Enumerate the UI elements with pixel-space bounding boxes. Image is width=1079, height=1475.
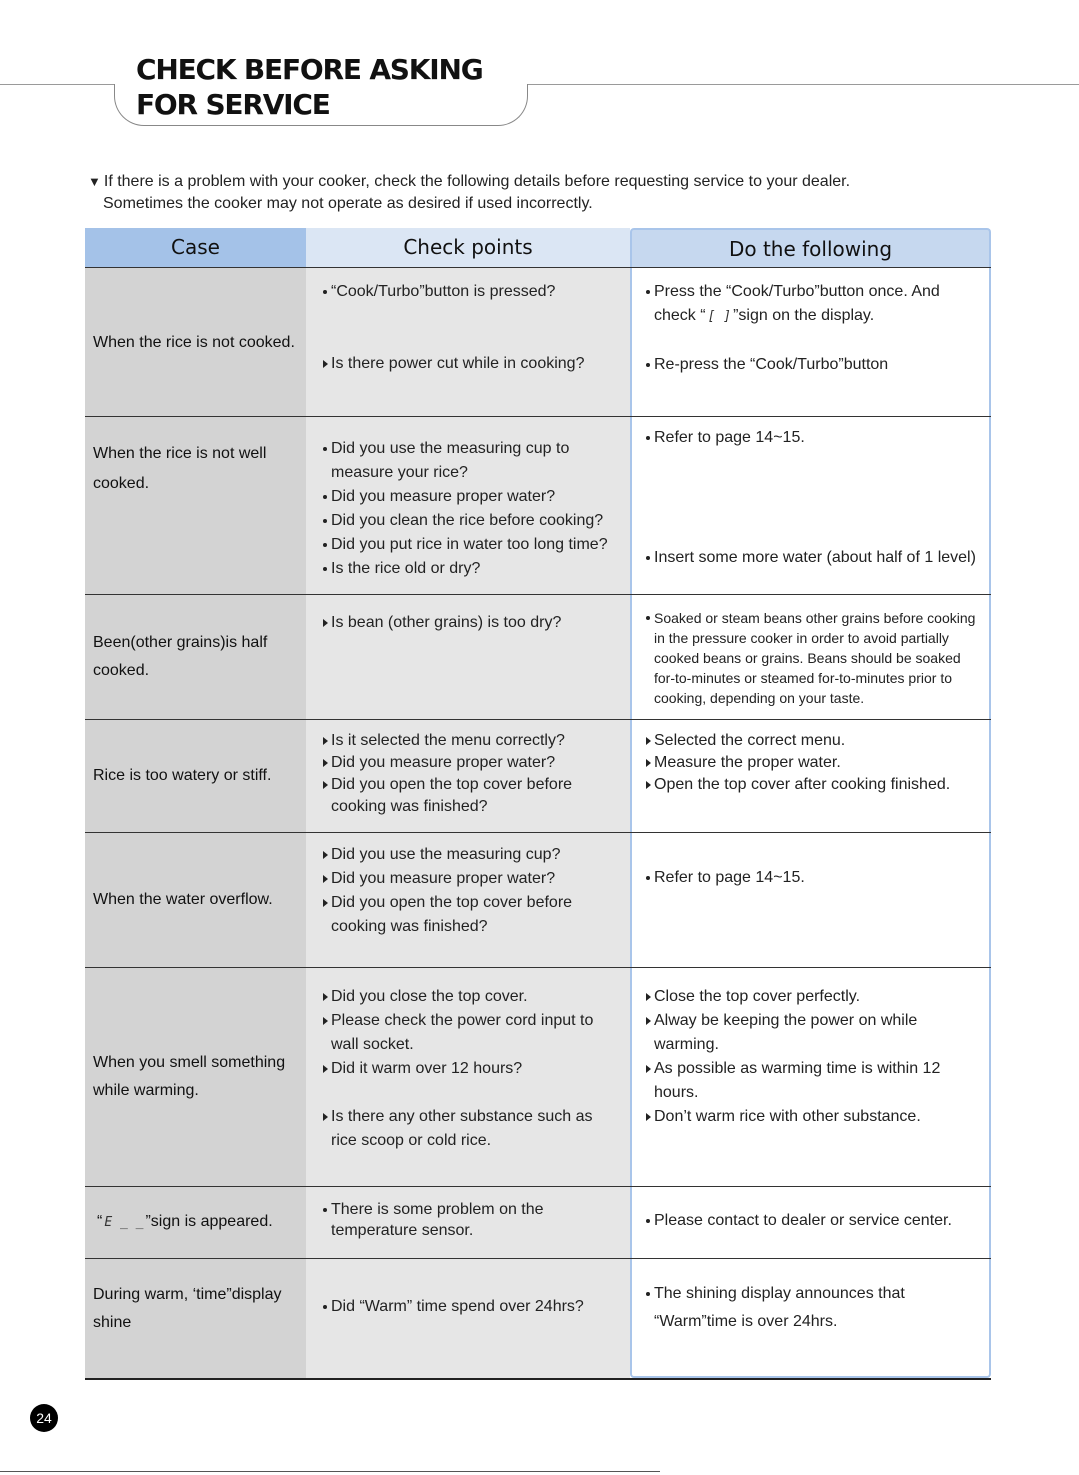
- do-cell: [630, 417, 991, 594]
- triangle-bullet-icon: [646, 1065, 651, 1073]
- check-item: Is bean (other grains) is too dry?: [323, 611, 624, 635]
- do-item: Selected the correct menu.: [646, 730, 981, 752]
- bullet-icon: [323, 543, 327, 547]
- do-item: Close the top cover perfectly.: [646, 985, 981, 1009]
- table-header: [85, 228, 991, 267]
- check-item: Is there power cut while in cooking?: [323, 352, 624, 376]
- check-cell: [306, 268, 630, 416]
- bullet-icon: [646, 1219, 650, 1223]
- check-item: Did you measure proper water?: [323, 867, 624, 891]
- do-cell: [630, 720, 991, 832]
- do-item: The shining display announces that “Warm”time is over 24hrs.: [646, 1280, 981, 1336]
- do-cell: [630, 268, 991, 416]
- check-item: Did you measure proper water?: [323, 752, 624, 774]
- do-item: Alway be keeping the power on while warming.: [646, 1009, 944, 1057]
- check-item: Did it warm over 12 hours?: [323, 1057, 624, 1081]
- check-item: Did you clean the rice before cooking?: [323, 509, 624, 533]
- case-text: Rice is too watery or stiff.: [93, 767, 272, 784]
- check-item: Is the rice old or dry?: [323, 557, 624, 581]
- bullet-icon: [646, 436, 650, 440]
- down-triangle-icon: ▼: [88, 174, 101, 189]
- check-cell: [306, 720, 630, 832]
- table-row: [85, 267, 991, 416]
- case-text: When the rice is not well cooked.: [93, 445, 267, 492]
- triangle-bullet-icon: [323, 993, 328, 1001]
- table-row: [85, 1186, 991, 1258]
- triangle-bullet-icon: [323, 737, 328, 745]
- table-row: [85, 719, 991, 832]
- title-line-2: FOR SERVICE: [136, 88, 330, 121]
- triangle-bullet-icon: [323, 1017, 328, 1025]
- check-item: “Cook/Turbo”button is pressed?: [323, 280, 624, 304]
- check-item: Is there any other substance such as rice scoop or cold rice.: [323, 1105, 616, 1153]
- intro-line-1: If there is a problem with your cooker, check the following details before requesting service to your dealer.: [103, 173, 851, 190]
- bullet-icon: [646, 363, 650, 367]
- case-cell: [85, 268, 306, 416]
- case-cell: [85, 1259, 306, 1378]
- do-item: Soaked or steam beans other grains before cooking in the pressure cooker in order to avoid partially cooked beans or grains. Beans should be soaked for-to-minutes or steamed for-to-minutes prior to cooking, depending on your taste.: [646, 608, 981, 708]
- do-item: Re-press the “Cook/Turbo”button: [646, 353, 981, 377]
- case-cell: [85, 595, 306, 719]
- do-item: Refer to page 14~15.: [646, 426, 981, 450]
- triangle-bullet-icon: [323, 759, 328, 767]
- triangle-bullet-icon: [323, 875, 328, 883]
- check-item: Did you put rice in water too long time?: [323, 533, 624, 557]
- triangle-bullet-icon: [323, 781, 328, 789]
- do-item: Measure the proper water.: [646, 752, 981, 774]
- case-text: When the rice is not cooked.: [93, 334, 295, 351]
- check-item: Did you use the measuring cup?: [323, 843, 624, 867]
- do-item: Don’t warm rice with other substance.: [646, 1105, 981, 1129]
- check-item: Did “Warm” time spend over 24hrs?: [323, 1295, 624, 1319]
- bullet-icon: [323, 567, 327, 571]
- do-item: Please contact to dealer or service center.: [646, 1209, 981, 1233]
- triangle-bullet-icon: [646, 993, 651, 1001]
- check-item: There is some problem on the temperature sensor.: [323, 1199, 581, 1241]
- check-cell: [306, 968, 630, 1186]
- check-item: Is it selected the menu correctly?: [323, 730, 624, 752]
- check-item: Did you open the top cover before cooking was finished?: [323, 891, 591, 939]
- intro-text: [88, 171, 988, 215]
- do-cell: [630, 1259, 991, 1378]
- bullet-icon: [323, 447, 327, 451]
- check-cell: [306, 595, 630, 719]
- check-cell: [306, 1259, 630, 1378]
- triangle-bullet-icon: [646, 737, 651, 745]
- triangle-bullet-icon: [646, 759, 651, 767]
- triangle-bullet-icon: [323, 1065, 328, 1073]
- do-cell: [630, 833, 991, 967]
- triangle-bullet-icon: [646, 781, 651, 789]
- check-cell: [306, 417, 630, 594]
- triangle-bullet-icon: [323, 619, 328, 627]
- table-row: [85, 1258, 991, 1380]
- case-cell: [85, 1187, 306, 1258]
- bullet-icon: [323, 1305, 327, 1309]
- check-item: Did you close the top cover.: [323, 985, 624, 1009]
- case-text: “ E _ _ ”sign is appeared.: [97, 1208, 273, 1237]
- triangle-bullet-icon: [323, 851, 328, 859]
- triangle-bullet-icon: [323, 899, 328, 907]
- do-item: Refer to page 14~15.: [646, 866, 981, 890]
- page-number-badge: 24: [30, 1404, 58, 1432]
- case-cell: [85, 720, 306, 832]
- do-cell: [630, 968, 991, 1186]
- case-text: Been(other grains)is half cooked.: [93, 634, 268, 679]
- triangle-bullet-icon: [323, 360, 328, 368]
- error-code-display-icon: E _ _: [104, 1215, 144, 1230]
- table-row: [85, 967, 991, 1186]
- triangle-bullet-icon: [646, 1113, 651, 1121]
- table-row: [85, 416, 991, 594]
- case-text: During warm, ‘time”display shine: [93, 1286, 282, 1331]
- do-cell: [630, 1187, 991, 1258]
- bullet-icon: [323, 1208, 327, 1212]
- check-item: Did you open the top cover before cooking was finished?: [323, 774, 591, 818]
- case-cell: [85, 968, 306, 1186]
- table-row: [85, 594, 991, 719]
- case-text: When the water overflow.: [93, 891, 273, 908]
- do-item: Press the “Cook/Turbo”button once. And check “ [ ] ”sign on the display.: [646, 280, 981, 329]
- do-item: As possible as warming time is within 12 hours.: [646, 1057, 954, 1105]
- page-title: [136, 52, 483, 122]
- bullet-icon: [323, 290, 327, 294]
- title-line-1: CHECK BEFORE ASKING: [136, 53, 483, 86]
- bullet-icon: [646, 876, 650, 880]
- intro-line-2: Sometimes the cooker may not operate as desired if used incorrectly.: [103, 195, 593, 212]
- segment-display-icon: [ ]: [707, 309, 732, 324]
- bullet-icon: [323, 519, 327, 523]
- case-cell: [85, 833, 306, 967]
- check-item: Please check the power cord input to wall socket.: [323, 1009, 616, 1057]
- check-cell: [306, 1187, 630, 1258]
- bullet-icon: [323, 495, 327, 499]
- triangle-bullet-icon: [646, 1017, 651, 1025]
- footer-rule: [0, 1471, 660, 1472]
- check-cell: [306, 833, 630, 967]
- bullet-icon: [646, 1292, 650, 1296]
- bullet-icon: [646, 556, 650, 560]
- table-row: [85, 832, 991, 967]
- bullet-icon: [646, 290, 650, 294]
- case-text: When you smell something while warming.: [93, 1054, 286, 1099]
- check-item: Did you measure proper water?: [323, 485, 624, 509]
- header-do-the-following: Do the following: [630, 228, 991, 267]
- triangle-bullet-icon: [323, 1113, 328, 1121]
- case-cell: [85, 417, 306, 594]
- do-cell: [630, 595, 991, 719]
- do-item: Open the top cover after cooking finished.: [646, 774, 981, 796]
- do-item: Insert some more water (about half of 1 level): [646, 546, 981, 570]
- bullet-icon: [646, 616, 650, 620]
- check-item: Did you use the measuring cup to measure your rice?: [323, 437, 624, 485]
- troubleshooting-table: [85, 228, 991, 1380]
- header-case: Case: [85, 228, 306, 267]
- header-check-points: Check points: [306, 228, 630, 267]
